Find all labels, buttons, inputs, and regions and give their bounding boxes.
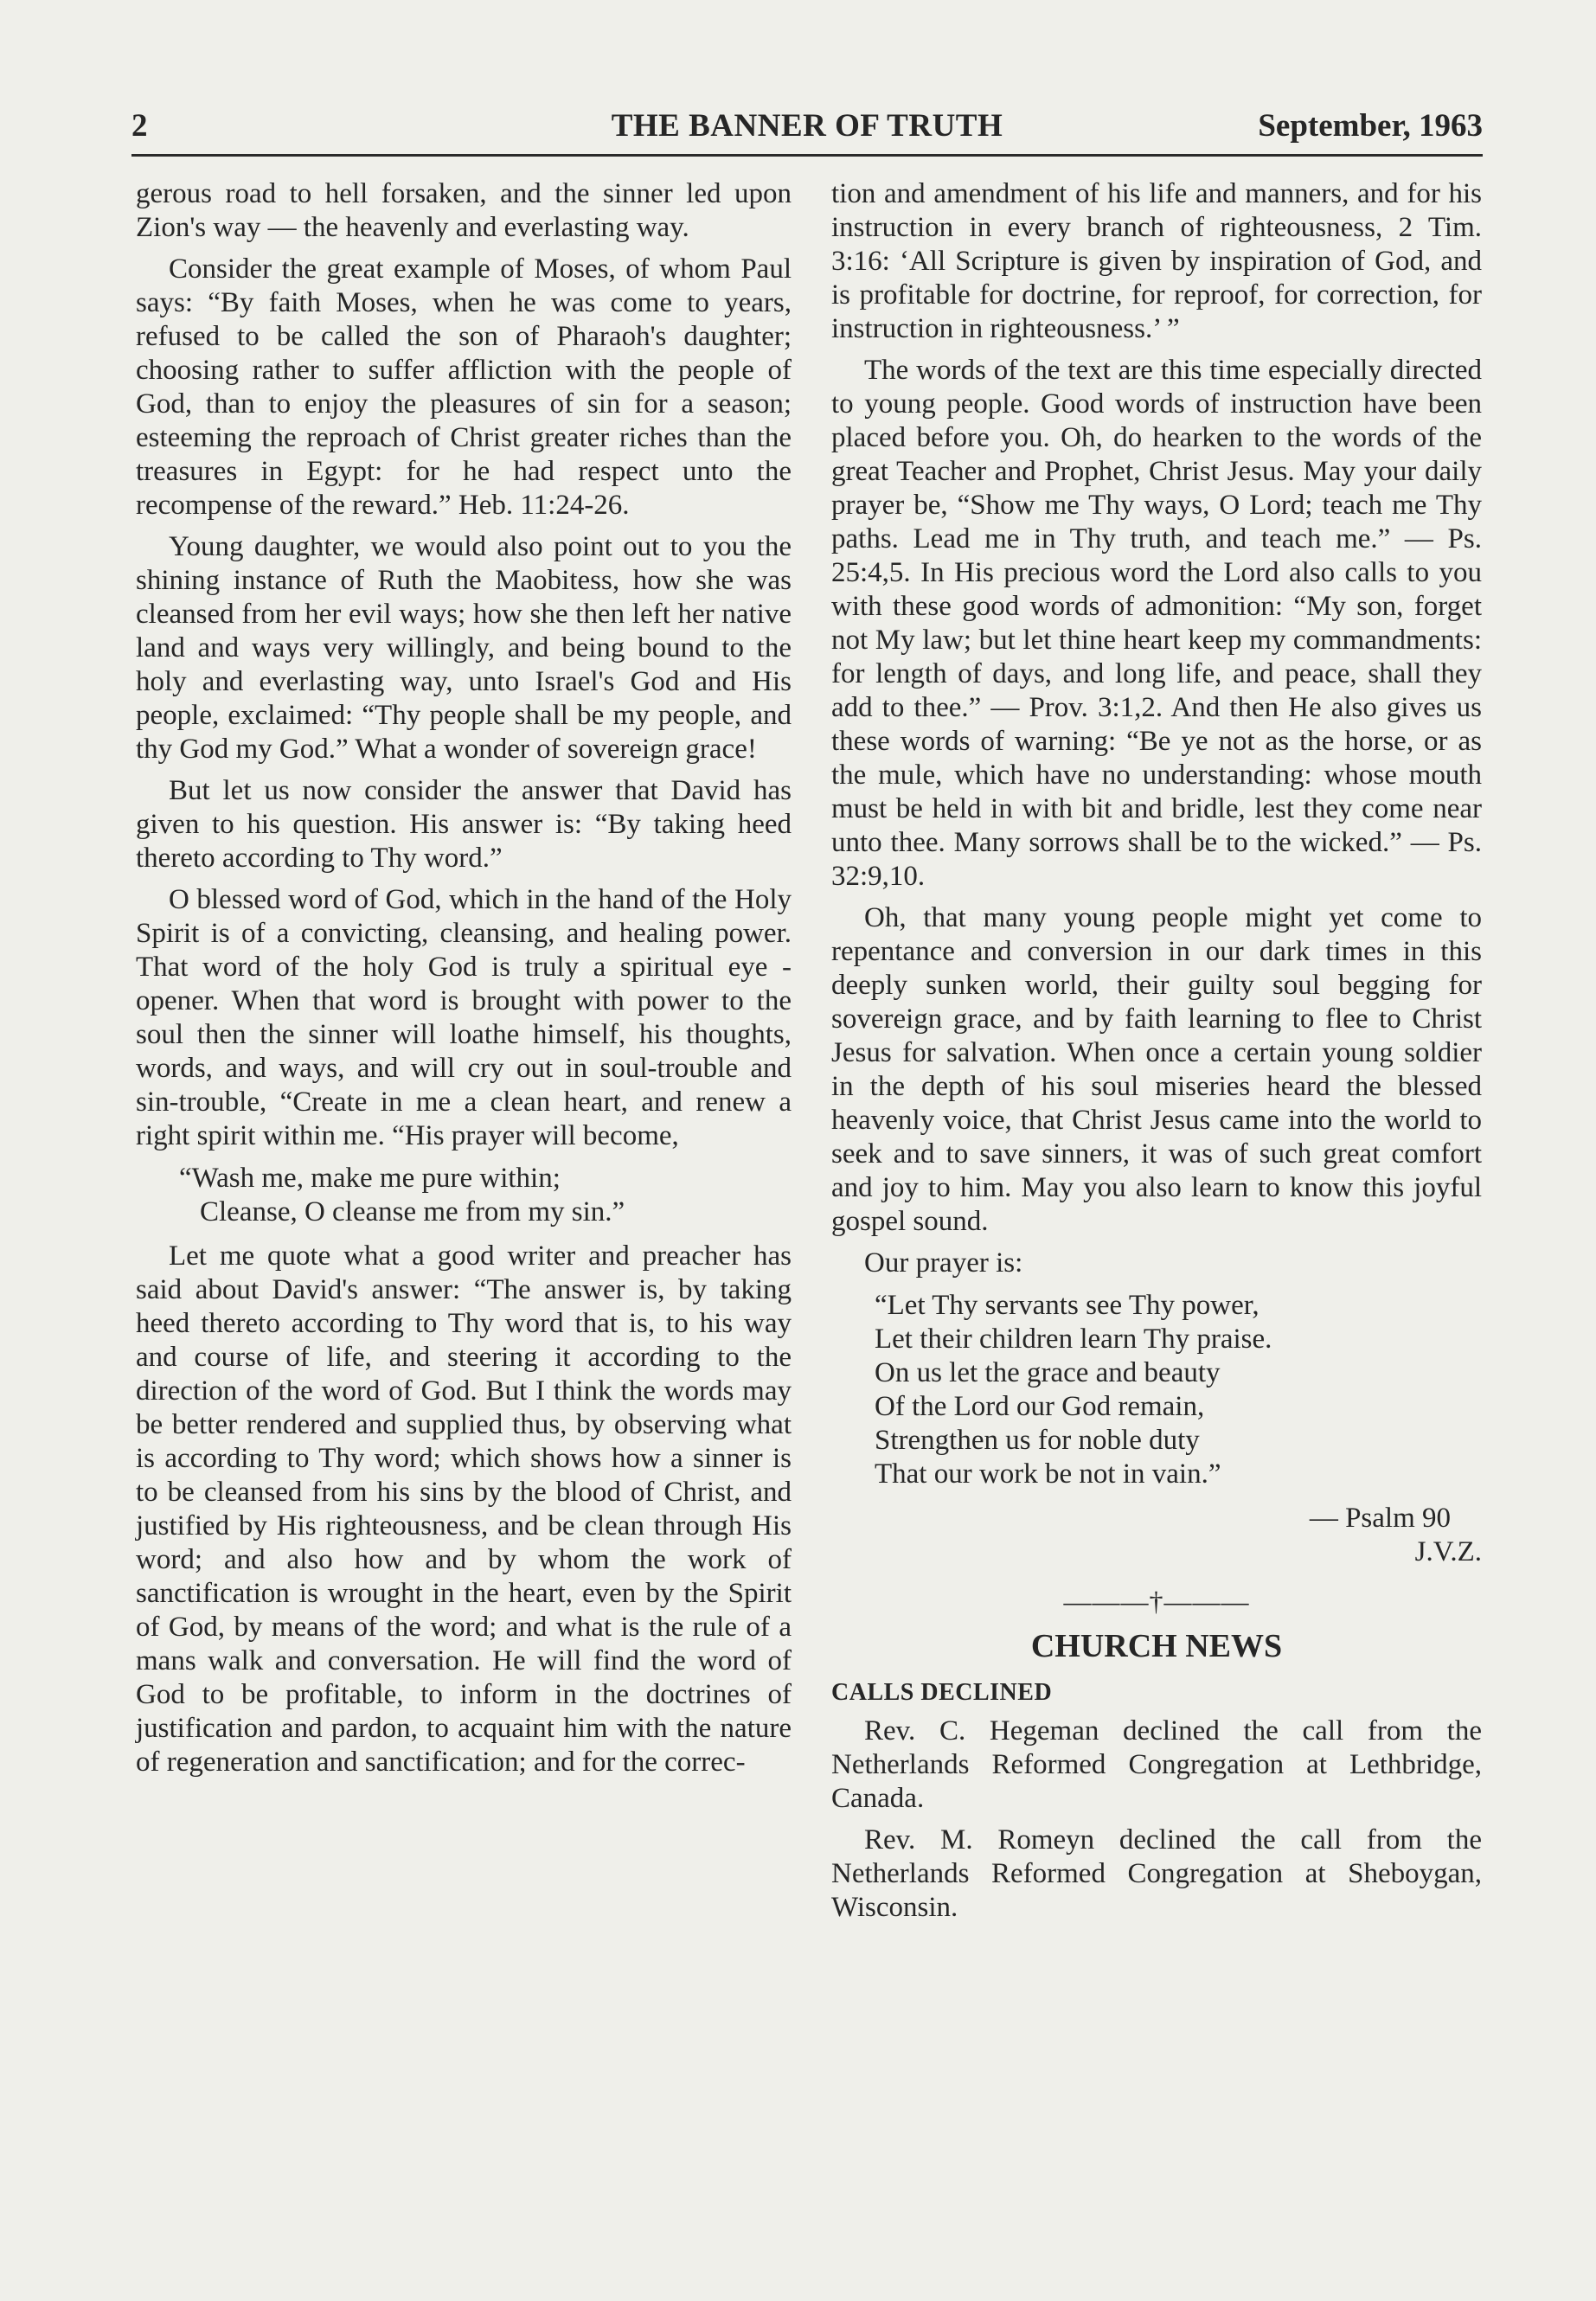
paragraph: But let us now consider the answer that David has given to his question. His answer is: “By taking heed thereto according to Thy word.” [136, 775, 792, 874]
verse-line: “Wash me, make me pure within; [179, 1163, 561, 1194]
paragraph: The words of the text are this time especially directed to young people. Good words of instruction have been placed before you. Oh, do hearken to the words of the great Teacher and Prophet, Christ Jesus. May your daily prayer be, “Show me Thy ways, O Lord; teach me Thy paths. Lead me in Thy truth, and teach me.” — Ps. 25:4,5. In His precious word the Lord also calls to you with these good words of admonition: “My son, forget not My law; but let thine heart keep my commandments: for length of days, and long life, and peace, shall they add to thee.” — Prov. 3:1,2. And then He also gives us these words of warning: “Be ye not as the horse, or as the mule, which have no understanding: whose mouth must be held in with bit and bridle, lest they come near unto thee. Many sorrows shall be to the wicked.” — Ps. 32:9,10. [831, 355, 1482, 892]
poem-source: — Psalm 90 [1309, 1503, 1451, 1534]
sub-heading: CALLS DECLINED [831, 1679, 1053, 1706]
paragraph: Oh, that many young people might yet come to repentance and conversion in our dark times in this deeply sunken world, their guilty soul begging for sovereign grace, and by faith learning to flee to Christ Jesus for salvation. When once a certain young soldier in the depth of his soul miseries heard the blessed heavenly voice, that Christ Jesus came into the world to seek and to save sinners, it was of such great comfort and joy to him. May you also learn to know this joyful gospel sound. [831, 902, 1482, 1237]
poem-line: Strengthen us for noble duty [875, 1425, 1200, 1456]
paragraph: O blessed word of God, which in the hand of the Holy Spirit is of a convicting, cleansing, and healing power. That word of the holy God is truly a spiritual eye - opener. When that word is brought with power to the soul then the sinner will loathe himself, his thoughts, words, and ways, and will cry out in soul-trouble and sin-trouble, “Create in me a clean heart, and renew a right spirit within me. “His prayer will become, [136, 884, 792, 1151]
page-number: 2 [131, 108, 148, 144]
poem-line: Of the Lord our God remain, [875, 1391, 1205, 1422]
issue-date: September, 1963 [1258, 108, 1483, 144]
paragraph: Our prayer is: [864, 1247, 1023, 1279]
hymn-quote [136, 1162, 792, 1229]
poem-line: That our work be not in vain.” [875, 1458, 1221, 1490]
section-divider: ———†——— [1063, 1586, 1250, 1617]
news-item: Rev. M. Romeyn declined the call from the Netherlands Reformed Congregation at Sheboygan, Wisconsin. [831, 1824, 1482, 1923]
psalm-quote [831, 1289, 1482, 1491]
poem-line: On us let the grace and beauty [875, 1357, 1221, 1388]
poem-line: “Let Thy servants see Thy power, [875, 1290, 1259, 1321]
paragraph: tion and amendment of his life and manners, and for his instruction in every branch of righteousness, 2 Tim. 3:16: ‘All Scripture is given by inspiration of God, and is profitable for doctrine, for reproof, for correction, for instruction in righteousness.’ ” [831, 178, 1482, 344]
verse-line: Cleanse, O cleanse me from my sin.” [200, 1196, 625, 1227]
paragraph: Consider the great example of Moses, of whom Paul says: “By faith Moses, when he was come to years, refused to be called the son of Pharaoh's daughter; choosing rather to suffer affliction with the people of God, than to enjoy the pleasures of sin for a season; esteeming the reproach of Christ greater riches than the treasures in Egypt: for he had respect unto the recompense of the reward.” Heb. 11:24-26. [136, 253, 792, 521]
news-item: Rev. C. Hegeman declined the call from the Netherlands Reformed Congregation at Lethbridge, Canada. [831, 1715, 1482, 1814]
paragraph: gerous road to hell forsaken, and the sinner led upon Zion's way — the heavenly and everlasting way. [136, 178, 792, 243]
author-signature: J.V.Z. [1414, 1536, 1482, 1567]
publication-title: THE BANNER OF TRUTH [611, 108, 1003, 144]
right-column [831, 177, 1482, 1932]
paragraph: Let me quote what a good writer and preacher has said about David's answer: “The answer is, by taking heed thereto according to Thy word that is, to his way and course of life, and steering it according to the direction of the word of God. But I think the words may be better rendered and supplied thus, by observing what is according to Thy word; which shows how a sinner is to be cleansed from his sins by the blood of Christ, and justified by His righteousness, and be clean through His word; and also how and by whom the work of sanctification is wrought in the heart, even by the Spirit of God, by means of the word; and what is the rule of a mans walk and conversation. He will find the word of God to be profitable, to inform in the doctrines of justification and pardon, to acquaint him with the nature of regeneration and sanctification; and for the correc- [136, 1240, 792, 1778]
paragraph: Young daughter, we would also point out to you the shining instance of Ruth the Maobitess, how she was cleansed from her evil ways; how she then left her native land and ways very willingly, and being bound to the holy and everlasting way, unto Israel's God and His people, exclaimed: “Thy people shall be my people, and thy God my God.” What a wonder of sovereign grace! [136, 531, 792, 765]
poem-line: Let their children learn Thy praise. [875, 1324, 1272, 1355]
left-column [136, 177, 792, 1787]
running-header [131, 104, 1483, 157]
section-heading: CHURCH NEWS [1030, 1628, 1283, 1664]
